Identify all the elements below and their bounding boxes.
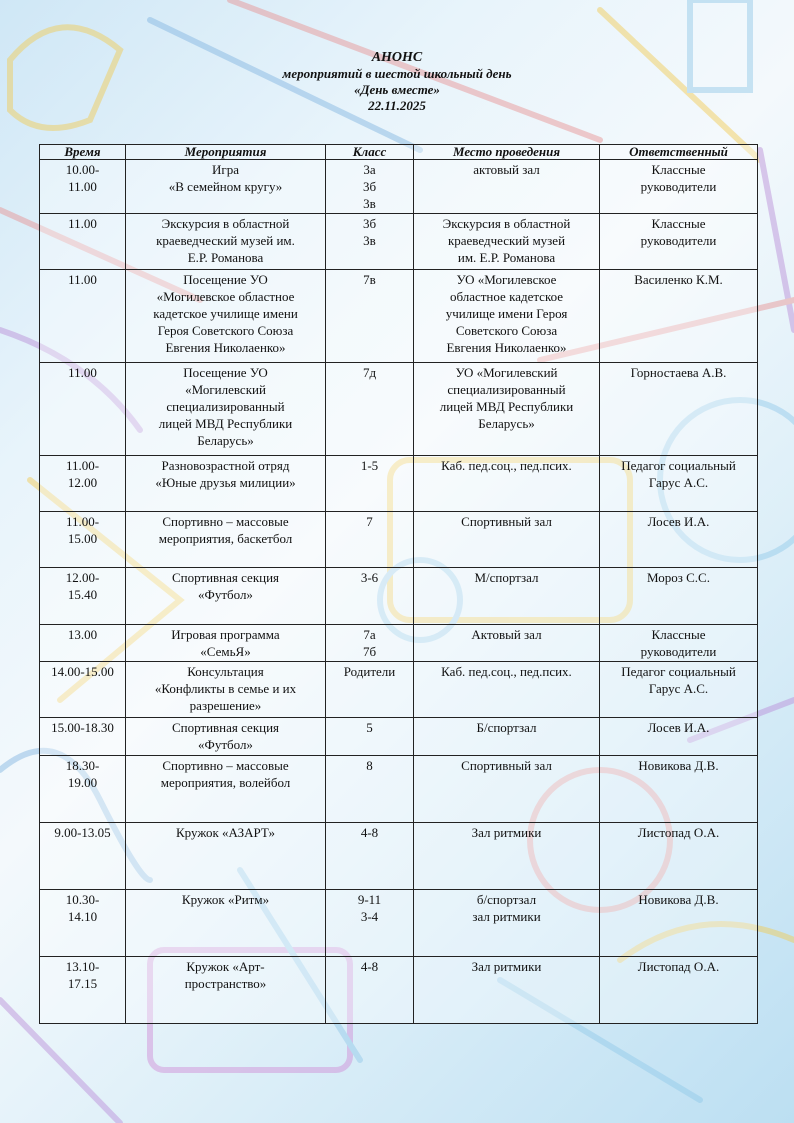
column-header-event: Мероприятия [126,145,326,160]
table-row [40,512,758,568]
cell-place: Экскурсия в областной краеведческий музей им. Е.Р. Романова [414,214,600,270]
cell-class: 9-11 3-4 [326,890,414,957]
cell-event: Игровая программа «СемьЯ» [126,625,326,662]
table-row [40,957,758,1024]
table-row [40,625,758,662]
cell-time: 10.30- 14.10 [40,890,126,957]
table-row [40,160,758,214]
column-header-place: Место проведения [414,145,600,160]
cell-place: УО «Могилевский специализированный лицей МВД Республики Беларусь» [414,363,600,456]
table-row [40,568,758,625]
table-header-row [40,145,758,160]
column-header-class: Класс [326,145,414,160]
cell-event: Консультация «Конфликты в семье и их разрешение» [126,662,326,718]
cell-event: Кружок «Арт- пространство» [126,957,326,1024]
page-date: 22.11.2025 [368,98,426,113]
cell-class: 3-6 [326,568,414,625]
cell-place: М/спортзал [414,568,600,625]
cell-class: 7 [326,512,414,568]
cell-place: Спортивный зал [414,512,600,568]
cell-responsible: Лосев И.А. [600,512,758,568]
table-row [40,214,758,270]
cell-time: 11.00- 12.00 [40,456,126,512]
cell-responsible: Классные руководители [600,214,758,270]
cell-place: УО «Могилевское областное кадетское училище имени Героя Советского Союза Евгения Николаенко» [414,270,600,363]
cell-class: 7в [326,270,414,363]
table-row [40,363,758,456]
cell-event: Спортивно – массовые мероприятия, волейбол [126,756,326,823]
cell-place: Каб. пед.соц., пед.псих. [414,456,600,512]
cell-responsible: Классные руководители [600,160,758,214]
cell-event: Посещение УО «Могилевское областное кадетское училище имени Героя Советского Союза Евгения Николаенко» [126,270,326,363]
cell-class: 3а 3б 3в [326,160,414,214]
cell-event: Разновозрастной отряд «Юные друзья милиции» [126,456,326,512]
cell-place: Каб. пед.соц., пед.псих. [414,662,600,718]
table-row [40,756,758,823]
cell-responsible: Мороз С.С. [600,568,758,625]
cell-time: 13.10- 17.15 [40,957,126,1024]
cell-class: 7д [326,363,414,456]
cell-time: 10.00- 11.00 [40,160,126,214]
cell-time: 15.00-18.30 [40,718,126,756]
cell-time: 9.00-13.05 [40,823,126,890]
page-theme: «День вместе» [354,82,440,97]
cell-place: Спортивный зал [414,756,600,823]
cell-responsible: Новикова Д.В. [600,756,758,823]
cell-event: Посещение УО «Могилевский специализированный лицей МВД Республики Беларусь» [126,363,326,456]
table-row [40,890,758,957]
column-header-time: Время [40,145,126,160]
cell-responsible: Василенко К.М. [600,270,758,363]
cell-class: 5 [326,718,414,756]
cell-class: 1-5 [326,456,414,512]
cell-time: 11.00 [40,270,126,363]
cell-class: 4-8 [326,957,414,1024]
cell-event: Экскурсия в областной краеведческий музей им. Е.Р. Романова [126,214,326,270]
cell-responsible: Лосев И.А. [600,718,758,756]
cell-place: Актовый зал [414,625,600,662]
page-header [0,50,794,114]
cell-time: 13.00 [40,625,126,662]
cell-time: 14.00-15.00 [40,662,126,718]
table-row [40,270,758,363]
cell-place: б/спортзал зал ритмики [414,890,600,957]
cell-responsible: Листопад О.А. [600,823,758,890]
table-row [40,823,758,890]
cell-time: 11.00- 15.00 [40,512,126,568]
page-title: АНОНС [371,50,423,65]
cell-event: Спортивная секция «Футбол» [126,568,326,625]
cell-place: Зал ритмики [414,957,600,1024]
cell-responsible: Педагог социальный Гарус А.С. [600,662,758,718]
table-row [40,456,758,512]
cell-class: 3б 3в [326,214,414,270]
cell-class: 4-8 [326,823,414,890]
table-row [40,718,758,756]
cell-responsible: Горностаева А.В. [600,363,758,456]
cell-responsible: Педагог социальный Гарус А.С. [600,456,758,512]
cell-responsible: Классные руководители [600,625,758,662]
cell-event: Спортивно – массовые мероприятия, баскетбол [126,512,326,568]
cell-place: Б/спортзал [414,718,600,756]
cell-event: Спортивная секция «Футбол» [126,718,326,756]
cell-time: 12.00- 15.40 [40,568,126,625]
cell-time: 11.00 [40,363,126,456]
cell-event: Кружок «Ритм» [126,890,326,957]
cell-class: 7а 7б [326,625,414,662]
cell-time: 18.30- 19.00 [40,756,126,823]
schedule-table [39,144,758,1024]
cell-place: актовый зал [414,160,600,214]
cell-responsible: Новикова Д.В. [600,890,758,957]
cell-class: Родители [326,662,414,718]
cell-event: Кружок «АЗАРТ» [126,823,326,890]
cell-place: Зал ритмики [414,823,600,890]
cell-class: 8 [326,756,414,823]
cell-event: Игра «В семейном кругу» [126,160,326,214]
table-row [40,662,758,718]
column-header-responsible: Ответственный [600,145,758,160]
cell-time: 11.00 [40,214,126,270]
page-subtitle: мероприятий в шестой школьный день [282,66,512,81]
cell-responsible: Листопад О.А. [600,957,758,1024]
